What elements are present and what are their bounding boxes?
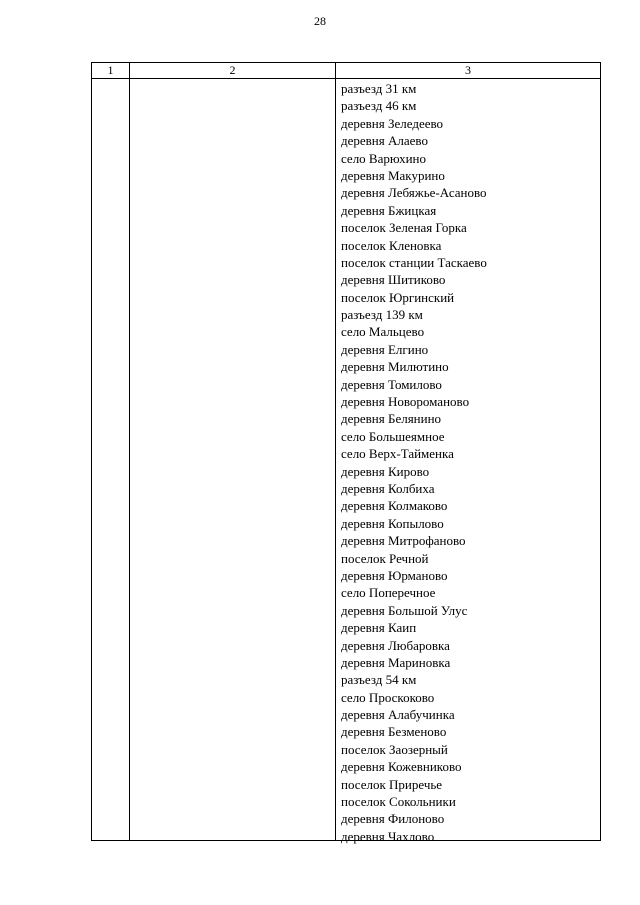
list-item: деревня Кирово: [341, 463, 430, 479]
list-item: деревня Алабучинка: [341, 707, 455, 723]
list-item: деревня Елгино: [341, 341, 429, 357]
header-cell-2: 2: [229, 63, 236, 77]
list-item: деревня Кожевниково: [341, 759, 462, 775]
list-item: деревня Чахлово: [341, 828, 435, 844]
list-item: поселок станции Таскаево: [341, 254, 487, 270]
list-item: разъезд 31 км: [341, 81, 417, 96]
list-item: поселок Кленовка: [341, 237, 442, 253]
settlement-list: [341, 80, 487, 845]
list-item: деревня Зеледеево: [341, 115, 444, 131]
list-item: деревня Безменово: [341, 724, 447, 740]
list-item: деревня Каип: [341, 620, 417, 636]
list-item: деревня Шитиково: [341, 272, 446, 288]
list-item: деревня Милютино: [341, 359, 449, 375]
list-item: деревня Копылово: [341, 515, 444, 531]
column-divider-2: [335, 63, 336, 840]
list-item: деревня Макурино: [341, 167, 445, 183]
list-item: деревня Большой Улус: [341, 602, 468, 618]
list-item: поселок Юргинский: [341, 289, 455, 305]
list-item: село Варюхино: [341, 150, 426, 166]
list-item: деревня Колбиха: [341, 480, 435, 496]
list-item: деревня Алаево: [341, 133, 428, 149]
list-item: село Поперечное: [341, 585, 436, 601]
list-item: деревня Филоново: [341, 811, 445, 827]
settlements-table: [91, 62, 601, 844]
list-item: деревня Мариновка: [341, 654, 451, 670]
list-item: разъезд 54 км: [341, 672, 417, 688]
header-cell-1: 1: [107, 63, 114, 77]
list-item: деревня Бжицкая: [341, 202, 437, 218]
list-item: деревня Колмаково: [341, 498, 448, 514]
list-item: поселок Сокольники: [341, 794, 456, 810]
list-item: село Верх-Тайменка: [341, 446, 454, 462]
list-item: поселок Речной: [341, 550, 429, 566]
list-item: деревня Юрманово: [341, 567, 448, 583]
column-divider-1: [129, 63, 130, 840]
list-item: село Большеямное: [341, 428, 445, 444]
list-item: село Мальцево: [341, 324, 425, 340]
list-item: деревня Белянино: [341, 411, 442, 427]
list-item: поселок Зеленая Горка: [341, 220, 467, 236]
header-cell-3: 3: [465, 63, 471, 77]
list-item: деревня Новороманово: [341, 394, 470, 410]
list-item: разъезд 139 км: [341, 307, 423, 323]
list-item: поселок Заозерный: [341, 741, 448, 757]
page-number: 28: [314, 14, 326, 28]
list-item: деревня Лебяжье-Асаново: [341, 185, 487, 201]
list-item: поселок Приречье: [341, 776, 443, 792]
list-item: деревня Томилово: [341, 376, 442, 392]
list-item: деревня Митрофаново: [341, 533, 466, 549]
list-item: разъезд 46 км: [341, 98, 417, 114]
table-header-row: [92, 63, 600, 79]
list-item: деревня Любаровка: [341, 637, 450, 653]
list-item: село Проскоково: [341, 689, 435, 705]
